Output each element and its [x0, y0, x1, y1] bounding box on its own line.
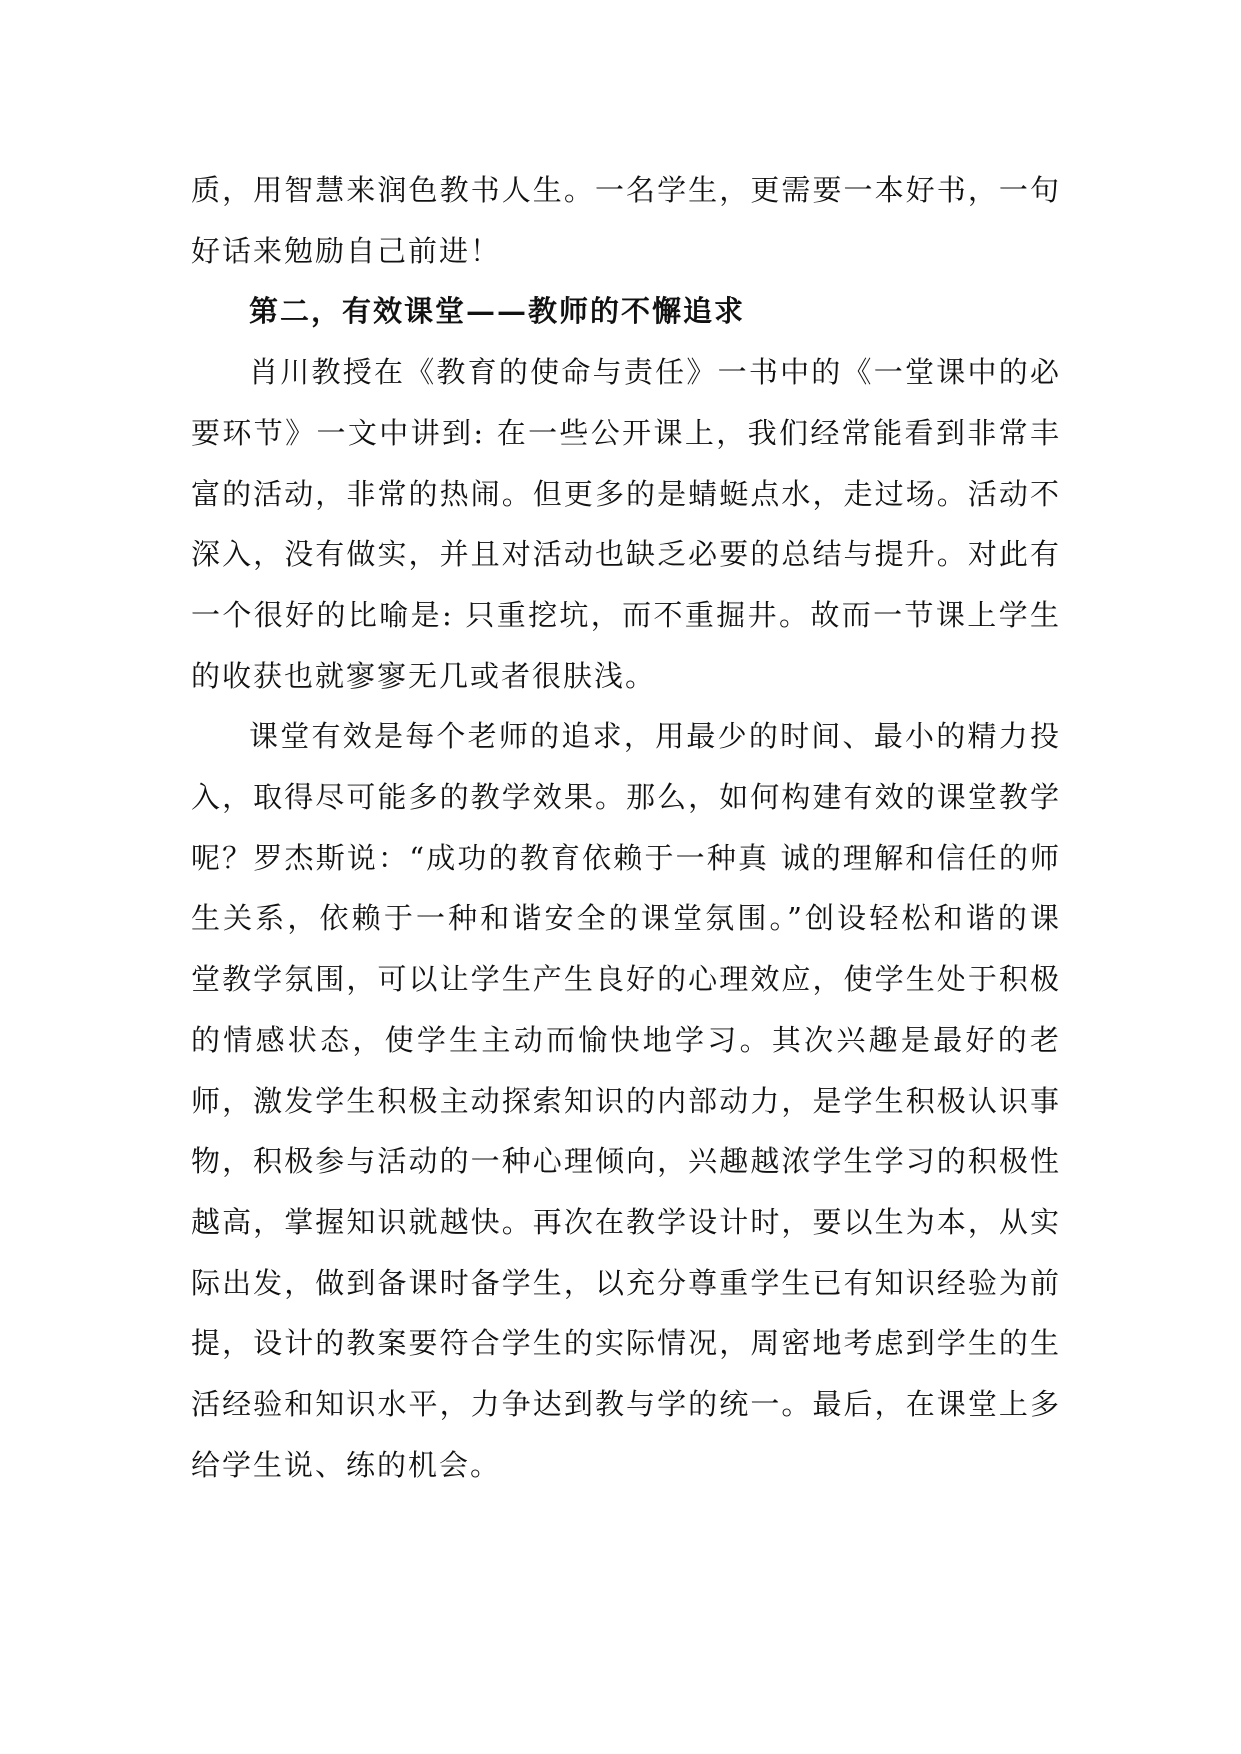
paragraph-xiao-chuan: 肖川教授在《教育的使命与责任》一书中的《一堂课中的必要环节》一文中讲到: 在一些公开课上，我们经常能看到非常丰富的活动，非常的热闹。但更多的是蜻蜓点水，走过场。活动不深入，没有做实，并且对活动也缺乏必要的总结与提升。对此有一个很好的比喻是: 只重挖坑，而不重掘井。故而一节课上学生的收获也就寥寥无几或者很肤浅。	[191, 355, 1061, 693]
paragraph-effective-classroom: 课堂有效是每个老师的追求，用最少的时间、最小的精力投入，取得尽可能多的教学效果。那么，如何构建有效的课堂教学呢？罗杰斯说：“成功的教育依赖于一种真 诚的理解和信任的师生关系，依赖于一种和谐安全的课堂氛围。”创设轻松和谐的课堂教学氛围，可以让学生产生良好的心理效应，使学生处于积极的情感状态，使学生主动而愉快地学习。其次兴趣是最好的老师，激发学生积极主动探索知识的内部动力，是学生积极认识事物，积极参与活动的一种心理倾向，兴趣越浓学生学习的积极性越高，掌握知识就越快。再次在教学设计时，要以生为本，从实际出发，做到备课时备学生，以充分尊重学生已有知识经验为前提，设计的教案要符合学生的实际情况，周密地考虑到学生的生活经验和知识水平，力争达到教与学的统一。最后，在课堂上多给学生说、练的机会。	[191, 719, 1061, 1482]
document-body	[191, 160, 1061, 1495]
paragraph-continuation: 质，用智慧来润色教书人生。一名学生，更需要一本好书，一句好话来勉励自己前进！	[191, 173, 1061, 268]
section-heading: 第二，有效课堂——教师的不懈追求	[249, 294, 746, 329]
